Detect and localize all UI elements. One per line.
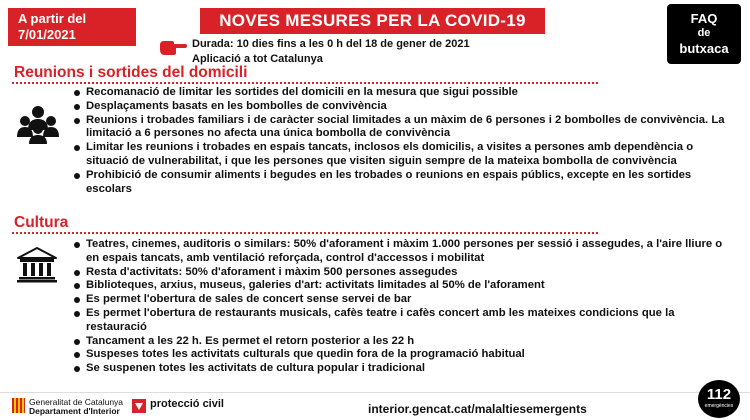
faq-badge [667, 4, 741, 64]
proteccio-civil-text: protecció civil [150, 398, 224, 410]
museum-building-icon [16, 247, 58, 283]
list-item: Recomanació de limitar les sortides del domicili en la mesura que sigui possible [72, 86, 732, 100]
page-title: NOVES MESURES PER LA COVID-19 [200, 8, 545, 34]
proteccio-civil-logo [132, 398, 252, 414]
proteccio-civil-icon [132, 399, 146, 413]
list-item: Tancament a les 22 h. Es permet el retorn posterior a les 22 h [72, 335, 732, 349]
list-item: Reunions i trobades familiars i de caràcter social limitades a un màxim de 6 persones i 2 bombolles de convivència. La limitació a 6 persones no afecta una única bombolla de convivència [72, 114, 732, 142]
emergency-label: emergències [704, 403, 734, 409]
date-label: A partir del [18, 11, 87, 26]
gencat-text [29, 398, 123, 416]
people-group-icon [16, 104, 60, 144]
section-divider [12, 232, 598, 234]
emergency-number: 112 [706, 386, 732, 403]
list-item: Es permet l'obertura de restaurants musicals, cafès teatre i cafès concert amb les mateixes condicions que la restauració [72, 307, 732, 335]
list-item: Es permet l'obertura de sales de concert sense servei de bar [72, 293, 732, 307]
duration-text: Durada: 10 dies fins a les 0 h del 18 de gener de 2021 [192, 38, 470, 50]
list-item: Biblioteques, arxius, museus, galeries d'art: activitats limitades al 50% de l'aforament [72, 279, 732, 293]
list-item: Teatres, cinemes, auditoris o similars: 50% d'aforament i màxim 1.000 persones per sessió i assegudes, a l'aire lliure o en espais tancats, amb ventilació reforçada, control d'accessos i mobilitat [72, 238, 732, 266]
section-title-cultura: Cultura [14, 214, 69, 231]
emergency-112-badge [698, 380, 740, 418]
department-name: Departament d'Interior [29, 406, 120, 416]
footer-divider [0, 392, 750, 393]
section-divider [12, 82, 598, 84]
list-item: Suspeses totes les activitats culturals que quedin fora de la programació habitual [72, 348, 732, 362]
list-item: Desplaçaments basats en les bombolles de convivència [72, 100, 732, 114]
date-badge [8, 8, 136, 46]
duration-info [192, 37, 470, 67]
list-item: Limitar les reunions i trobades en espais tancats, inclosos els domicilis, a visites a persones amb dependència o situació de vulnerabilitat, i que les persones que visiten siguin sempre de la mateixa bombolla de convivència [72, 141, 732, 169]
date-value: 7/01/2021 [18, 27, 76, 42]
scope-text: Aplicació a tot Catalunya [192, 53, 323, 65]
list-item: Prohibició de consumir aliments i begudes en les trobades o reunions en espais públics, excepte en les sortides escolars [72, 169, 732, 197]
list-item: Se suspenen totes les activitats de cultura popular i tradicional [72, 362, 732, 376]
senyera-icon [12, 398, 25, 413]
faq-label-butxaca: butxaca [679, 41, 729, 56]
section-title-reunions: Reunions i sortides del domicili [14, 64, 248, 81]
reunions-list [72, 86, 732, 196]
faq-label-de: de [697, 27, 711, 39]
cultura-list [72, 238, 732, 376]
gencat-name: Generalitat de Catalunya [29, 397, 124, 407]
list-item: Resta d'activitats: 50% d'aforament i màxim 500 persones assegudes [72, 266, 732, 280]
footer-url: interior.gencat.cat/malaltiesemergents [368, 402, 587, 416]
faq-label: FAQ [690, 11, 718, 26]
pointing-hand-icon [158, 38, 188, 58]
